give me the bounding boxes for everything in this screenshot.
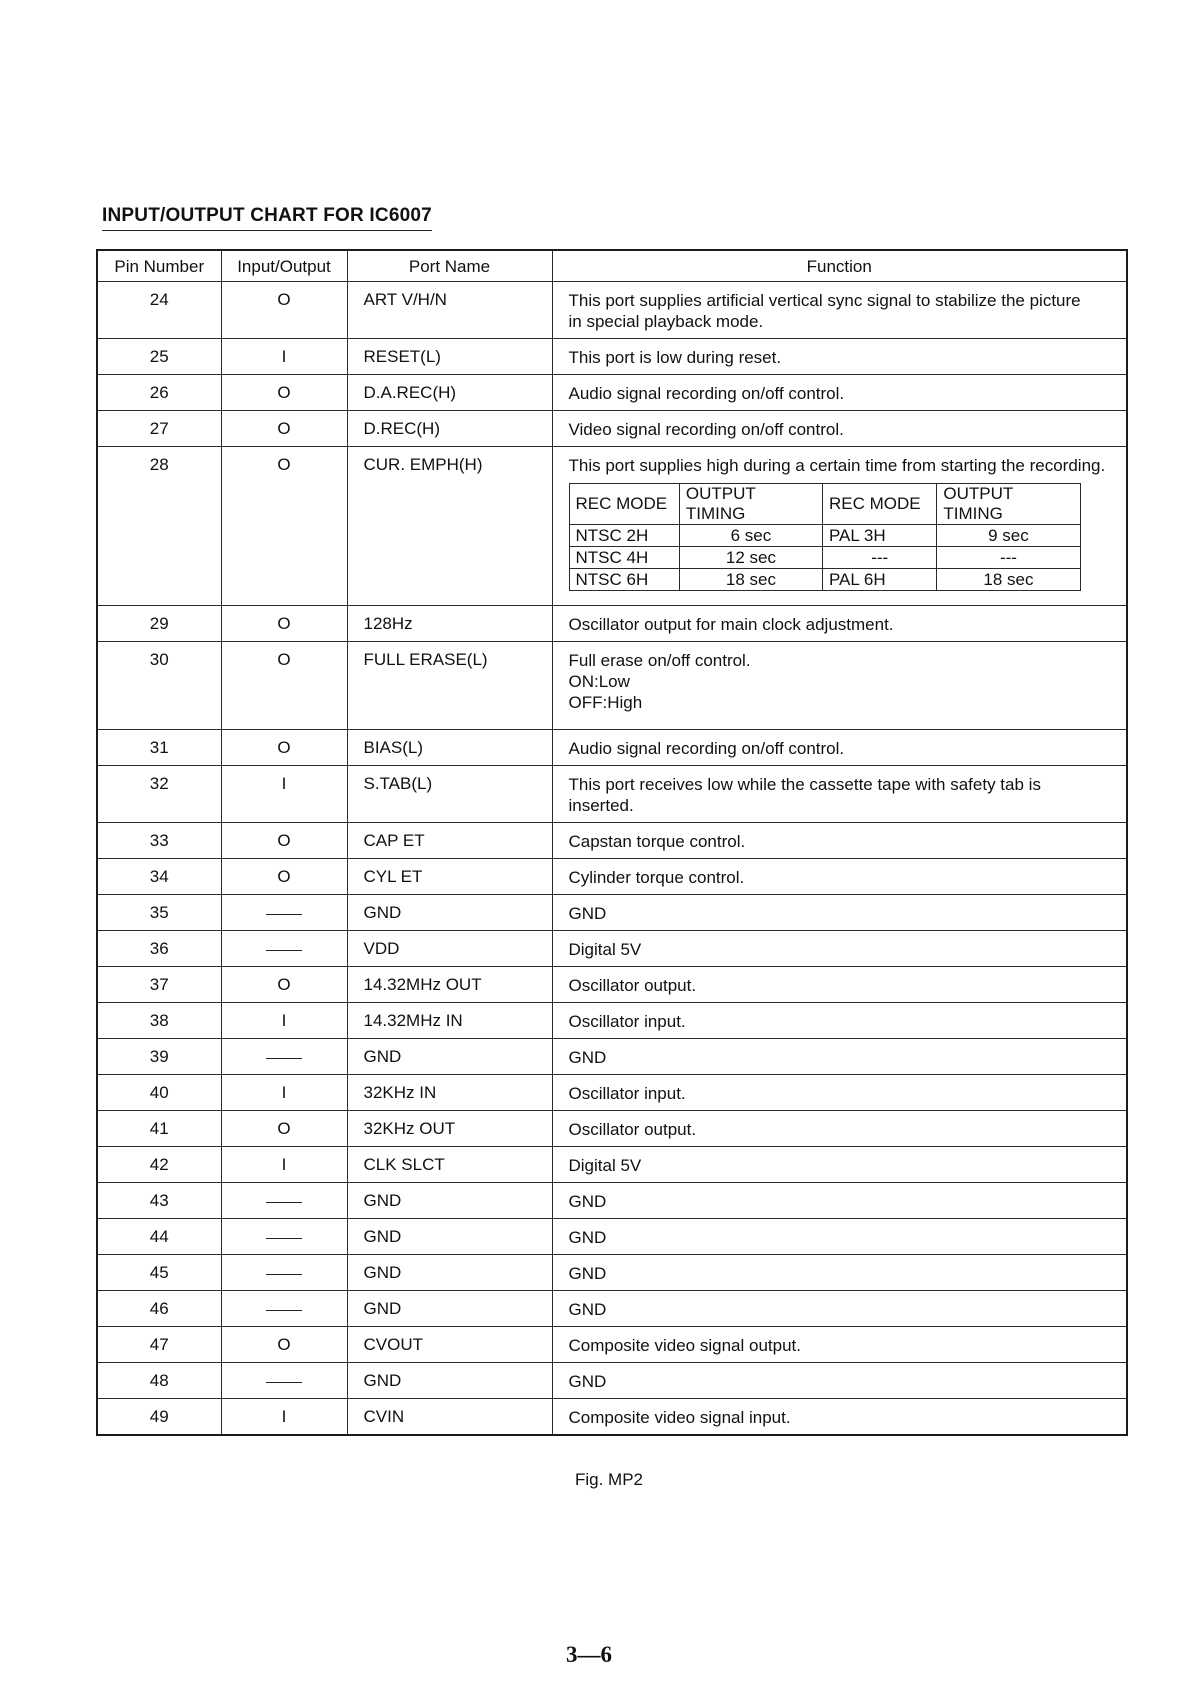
function-cell bbox=[552, 339, 1127, 375]
function-text-line: Oscillator input. bbox=[568, 1084, 686, 1103]
port-name-cell: CVOUT bbox=[347, 1327, 552, 1363]
rec-mode-cell: PAL 3H bbox=[822, 525, 936, 547]
function-cell bbox=[552, 730, 1127, 766]
port-name-cell: FULL ERASE(L) bbox=[347, 642, 552, 730]
port-name-cell: CYL ET bbox=[347, 859, 552, 895]
input-output-cell: I bbox=[221, 1003, 347, 1039]
header-port-name: Port Name bbox=[347, 250, 552, 282]
table-row bbox=[97, 766, 1127, 823]
input-output-cell bbox=[221, 1039, 347, 1075]
port-name-cell: GND bbox=[347, 1219, 552, 1255]
function-cell bbox=[552, 895, 1127, 931]
function-text-line: Full erase on/off control. bbox=[568, 651, 751, 670]
pin-number-cell: 49 bbox=[97, 1399, 221, 1436]
input-output-cell bbox=[221, 1363, 347, 1399]
page-number: 3—6 bbox=[566, 1642, 612, 1667]
io-chart-table bbox=[96, 249, 1128, 1436]
function-text-line: GND bbox=[568, 904, 607, 923]
pin-number-cell: 43 bbox=[97, 1183, 221, 1219]
input-output-cell: O bbox=[221, 859, 347, 895]
table-row bbox=[97, 1111, 1127, 1147]
input-output-cell bbox=[221, 1183, 347, 1219]
table-row bbox=[97, 1039, 1127, 1075]
rec-mode-row bbox=[569, 569, 1080, 591]
rec-mode-row bbox=[569, 547, 1080, 569]
table-row bbox=[97, 411, 1127, 447]
rec-mode-row bbox=[569, 484, 1080, 525]
input-output-cell: O bbox=[221, 282, 347, 339]
port-name-cell: GND bbox=[347, 1363, 552, 1399]
port-name-cell: GND bbox=[347, 1039, 552, 1075]
input-output-cell: O bbox=[221, 823, 347, 859]
function-cell bbox=[552, 1075, 1127, 1111]
input-output-cell: I bbox=[221, 339, 347, 375]
input-output-cell bbox=[221, 1219, 347, 1255]
no-direction-dash bbox=[266, 1238, 302, 1239]
table-row bbox=[97, 931, 1127, 967]
function-cell bbox=[552, 447, 1127, 606]
rec-mode-cell: REC MODE bbox=[569, 484, 679, 525]
figure-caption: Fig. MP2 bbox=[575, 1470, 644, 1489]
function-text-line: ON:Low bbox=[568, 672, 630, 691]
header-pin-number: Pin Number bbox=[97, 250, 221, 282]
function-text-line: Oscillator input. bbox=[568, 1012, 686, 1031]
pin-number-cell: 34 bbox=[97, 859, 221, 895]
function-cell bbox=[552, 1003, 1127, 1039]
rec-mode-cell: NTSC 2H bbox=[569, 525, 679, 547]
input-output-cell: O bbox=[221, 1111, 347, 1147]
port-name-cell: D.REC(H) bbox=[347, 411, 552, 447]
function-cell bbox=[552, 411, 1127, 447]
function-cell bbox=[552, 606, 1127, 642]
pin-number-cell: 31 bbox=[97, 730, 221, 766]
input-output-cell: O bbox=[221, 1327, 347, 1363]
table-row bbox=[97, 967, 1127, 1003]
port-name-cell: S.TAB(L) bbox=[347, 766, 552, 823]
function-cell bbox=[552, 859, 1127, 895]
function-text-line: GND bbox=[568, 1192, 607, 1211]
input-output-cell: I bbox=[221, 1075, 347, 1111]
rec-mode-cell: NTSC 6H bbox=[569, 569, 679, 591]
pin-number-cell: 26 bbox=[97, 375, 221, 411]
input-output-cell: I bbox=[221, 766, 347, 823]
pin-number-cell: 47 bbox=[97, 1327, 221, 1363]
table-row bbox=[97, 642, 1127, 730]
input-output-cell bbox=[221, 895, 347, 931]
no-direction-dash bbox=[266, 1058, 302, 1059]
function-cell bbox=[552, 375, 1127, 411]
rec-mode-cell: OUTPUT TIMING bbox=[937, 484, 1080, 525]
function-text-line: GND bbox=[568, 1228, 607, 1247]
function-text-line: This port receives low while the cassette tape with safety tab is bbox=[568, 775, 1041, 794]
function-text-line: Video signal recording on/off control. bbox=[568, 420, 844, 439]
rec-mode-cell: --- bbox=[822, 547, 936, 569]
port-name-cell: 14.32MHz IN bbox=[347, 1003, 552, 1039]
no-direction-dash bbox=[266, 1382, 302, 1383]
header-function: Function bbox=[552, 250, 1127, 282]
port-name-cell: CAP ET bbox=[347, 823, 552, 859]
table-row bbox=[97, 1147, 1127, 1183]
port-name-cell: GND bbox=[347, 1291, 552, 1327]
input-output-cell: O bbox=[221, 642, 347, 730]
input-output-cell: O bbox=[221, 967, 347, 1003]
port-name-cell: CVIN bbox=[347, 1399, 552, 1436]
function-text-line: GND bbox=[568, 1048, 607, 1067]
pin-number-cell: 46 bbox=[97, 1291, 221, 1327]
input-output-cell bbox=[221, 931, 347, 967]
port-name-cell: GND bbox=[347, 1183, 552, 1219]
page-title: INPUT/OUTPUT CHART FOR IC6007 bbox=[102, 205, 432, 231]
pin-number-cell: 45 bbox=[97, 1255, 221, 1291]
rec-mode-cell: OUTPUT TIMING bbox=[679, 484, 822, 525]
function-cell bbox=[552, 1363, 1127, 1399]
table-row bbox=[97, 1363, 1127, 1399]
rec-mode-cell: 18 sec bbox=[937, 569, 1080, 591]
no-direction-dash bbox=[266, 1310, 302, 1311]
function-text-line: Composite video signal input. bbox=[568, 1408, 791, 1427]
function-text-line: Composite video signal output. bbox=[568, 1336, 801, 1355]
no-direction-dash bbox=[266, 914, 302, 915]
function-cell bbox=[552, 1291, 1127, 1327]
function-text-line: Digital 5V bbox=[568, 940, 642, 959]
input-output-cell: I bbox=[221, 1147, 347, 1183]
port-name-cell: ART V/H/N bbox=[347, 282, 552, 339]
function-text-line: Oscillator output. bbox=[568, 1120, 697, 1139]
function-text-line: This port supplies high during a certain time from starting the recording. bbox=[568, 456, 1106, 475]
function-cell bbox=[552, 1111, 1127, 1147]
rec-mode-cell: 18 sec bbox=[679, 569, 822, 591]
input-output-cell bbox=[221, 1291, 347, 1327]
rec-mode-cell: --- bbox=[937, 547, 1080, 569]
function-text-line: OFF:High bbox=[568, 693, 643, 712]
port-name-cell: CUR. EMPH(H) bbox=[347, 447, 552, 606]
port-name-cell: 32KHz IN bbox=[347, 1075, 552, 1111]
function-cell bbox=[552, 1399, 1127, 1436]
pin-number-cell: 41 bbox=[97, 1111, 221, 1147]
pin-number-cell: 25 bbox=[97, 339, 221, 375]
table-row bbox=[97, 823, 1127, 859]
port-name-cell: 14.32MHz OUT bbox=[347, 967, 552, 1003]
input-output-cell: O bbox=[221, 375, 347, 411]
input-output-cell: O bbox=[221, 447, 347, 606]
table-row bbox=[97, 1003, 1127, 1039]
rec-mode-cell: 6 sec bbox=[679, 525, 822, 547]
port-name-cell: D.A.REC(H) bbox=[347, 375, 552, 411]
pin-number-cell: 30 bbox=[97, 642, 221, 730]
table-row bbox=[97, 606, 1127, 642]
table-row bbox=[97, 282, 1127, 339]
input-output-cell: O bbox=[221, 730, 347, 766]
rec-mode-cell: NTSC 4H bbox=[569, 547, 679, 569]
no-direction-dash bbox=[266, 950, 302, 951]
input-output-cell bbox=[221, 1255, 347, 1291]
function-cell bbox=[552, 1255, 1127, 1291]
rec-mode-cell: 9 sec bbox=[937, 525, 1080, 547]
table-row bbox=[97, 1183, 1127, 1219]
rec-mode-cell: REC MODE bbox=[822, 484, 936, 525]
function-cell bbox=[552, 1147, 1127, 1183]
input-output-cell: O bbox=[221, 606, 347, 642]
function-cell bbox=[552, 823, 1127, 859]
pin-number-cell: 39 bbox=[97, 1039, 221, 1075]
header-row bbox=[97, 250, 1127, 282]
function-text-line: GND bbox=[568, 1300, 607, 1319]
pin-number-cell: 35 bbox=[97, 895, 221, 931]
rec-mode-row bbox=[569, 525, 1080, 547]
table-row bbox=[97, 1291, 1127, 1327]
function-text-line: Audio signal recording on/off control. bbox=[568, 739, 845, 758]
pin-number-cell: 33 bbox=[97, 823, 221, 859]
rec-mode-cell: 12 sec bbox=[679, 547, 822, 569]
table-row bbox=[97, 730, 1127, 766]
function-text-line: Cylinder torque control. bbox=[568, 868, 745, 887]
function-text-line: GND bbox=[568, 1372, 607, 1391]
function-text-line: in special playback mode. bbox=[568, 312, 764, 331]
function-cell bbox=[552, 282, 1127, 339]
table-row bbox=[97, 1327, 1127, 1363]
port-name-cell: CLK SLCT bbox=[347, 1147, 552, 1183]
pin-number-cell: 44 bbox=[97, 1219, 221, 1255]
no-direction-dash bbox=[266, 1274, 302, 1275]
table-row bbox=[97, 859, 1127, 895]
function-text-line: Oscillator output. bbox=[568, 976, 697, 995]
table-row bbox=[97, 1219, 1127, 1255]
pin-number-cell: 38 bbox=[97, 1003, 221, 1039]
table-row bbox=[97, 375, 1127, 411]
table-row bbox=[97, 1399, 1127, 1436]
input-output-cell: I bbox=[221, 1399, 347, 1436]
function-text-line: This port is low during reset. bbox=[568, 348, 782, 367]
table-row bbox=[97, 447, 1127, 606]
pin-number-cell: 29 bbox=[97, 606, 221, 642]
function-text-line: Oscillator output for main clock adjustment. bbox=[568, 615, 894, 634]
table-body bbox=[97, 282, 1127, 1436]
function-text-line: Capstan torque control. bbox=[568, 832, 746, 851]
port-name-cell: VDD bbox=[347, 931, 552, 967]
pin-number-cell: 48 bbox=[97, 1363, 221, 1399]
pin-number-cell: 32 bbox=[97, 766, 221, 823]
function-cell bbox=[552, 1327, 1127, 1363]
function-text-line: This port supplies artificial vertical sync signal to stabilize the picture bbox=[568, 291, 1081, 310]
port-name-cell: RESET(L) bbox=[347, 339, 552, 375]
function-cell bbox=[552, 766, 1127, 823]
function-text-line: Audio signal recording on/off control. bbox=[568, 384, 845, 403]
rec-mode-cell: PAL 6H bbox=[822, 569, 936, 591]
port-name-cell: 32KHz OUT bbox=[347, 1111, 552, 1147]
pin-number-cell: 42 bbox=[97, 1147, 221, 1183]
table-row bbox=[97, 1075, 1127, 1111]
rec-mode-timing-table bbox=[569, 483, 1081, 591]
function-text-line: GND bbox=[568, 1264, 607, 1283]
function-text-line: Digital 5V bbox=[568, 1156, 642, 1175]
function-text-line: inserted. bbox=[568, 796, 634, 815]
pin-number-cell: 37 bbox=[97, 967, 221, 1003]
pin-number-cell: 40 bbox=[97, 1075, 221, 1111]
function-cell bbox=[552, 967, 1127, 1003]
table-row bbox=[97, 339, 1127, 375]
function-cell bbox=[552, 1183, 1127, 1219]
port-name-cell: 128Hz bbox=[347, 606, 552, 642]
pin-number-cell: 36 bbox=[97, 931, 221, 967]
table-row bbox=[97, 895, 1127, 931]
function-cell bbox=[552, 1219, 1127, 1255]
table-row bbox=[97, 1255, 1127, 1291]
pin-number-cell: 28 bbox=[97, 447, 221, 606]
function-cell bbox=[552, 642, 1127, 730]
pin-number-cell: 27 bbox=[97, 411, 221, 447]
function-cell bbox=[552, 931, 1127, 967]
port-name-cell: BIAS(L) bbox=[347, 730, 552, 766]
pin-number-cell: 24 bbox=[97, 282, 221, 339]
function-cell bbox=[552, 1039, 1127, 1075]
port-name-cell: GND bbox=[347, 1255, 552, 1291]
input-output-cell: O bbox=[221, 411, 347, 447]
header-input-output: Input/Output bbox=[221, 250, 347, 282]
no-direction-dash bbox=[266, 1202, 302, 1203]
port-name-cell: GND bbox=[347, 895, 552, 931]
